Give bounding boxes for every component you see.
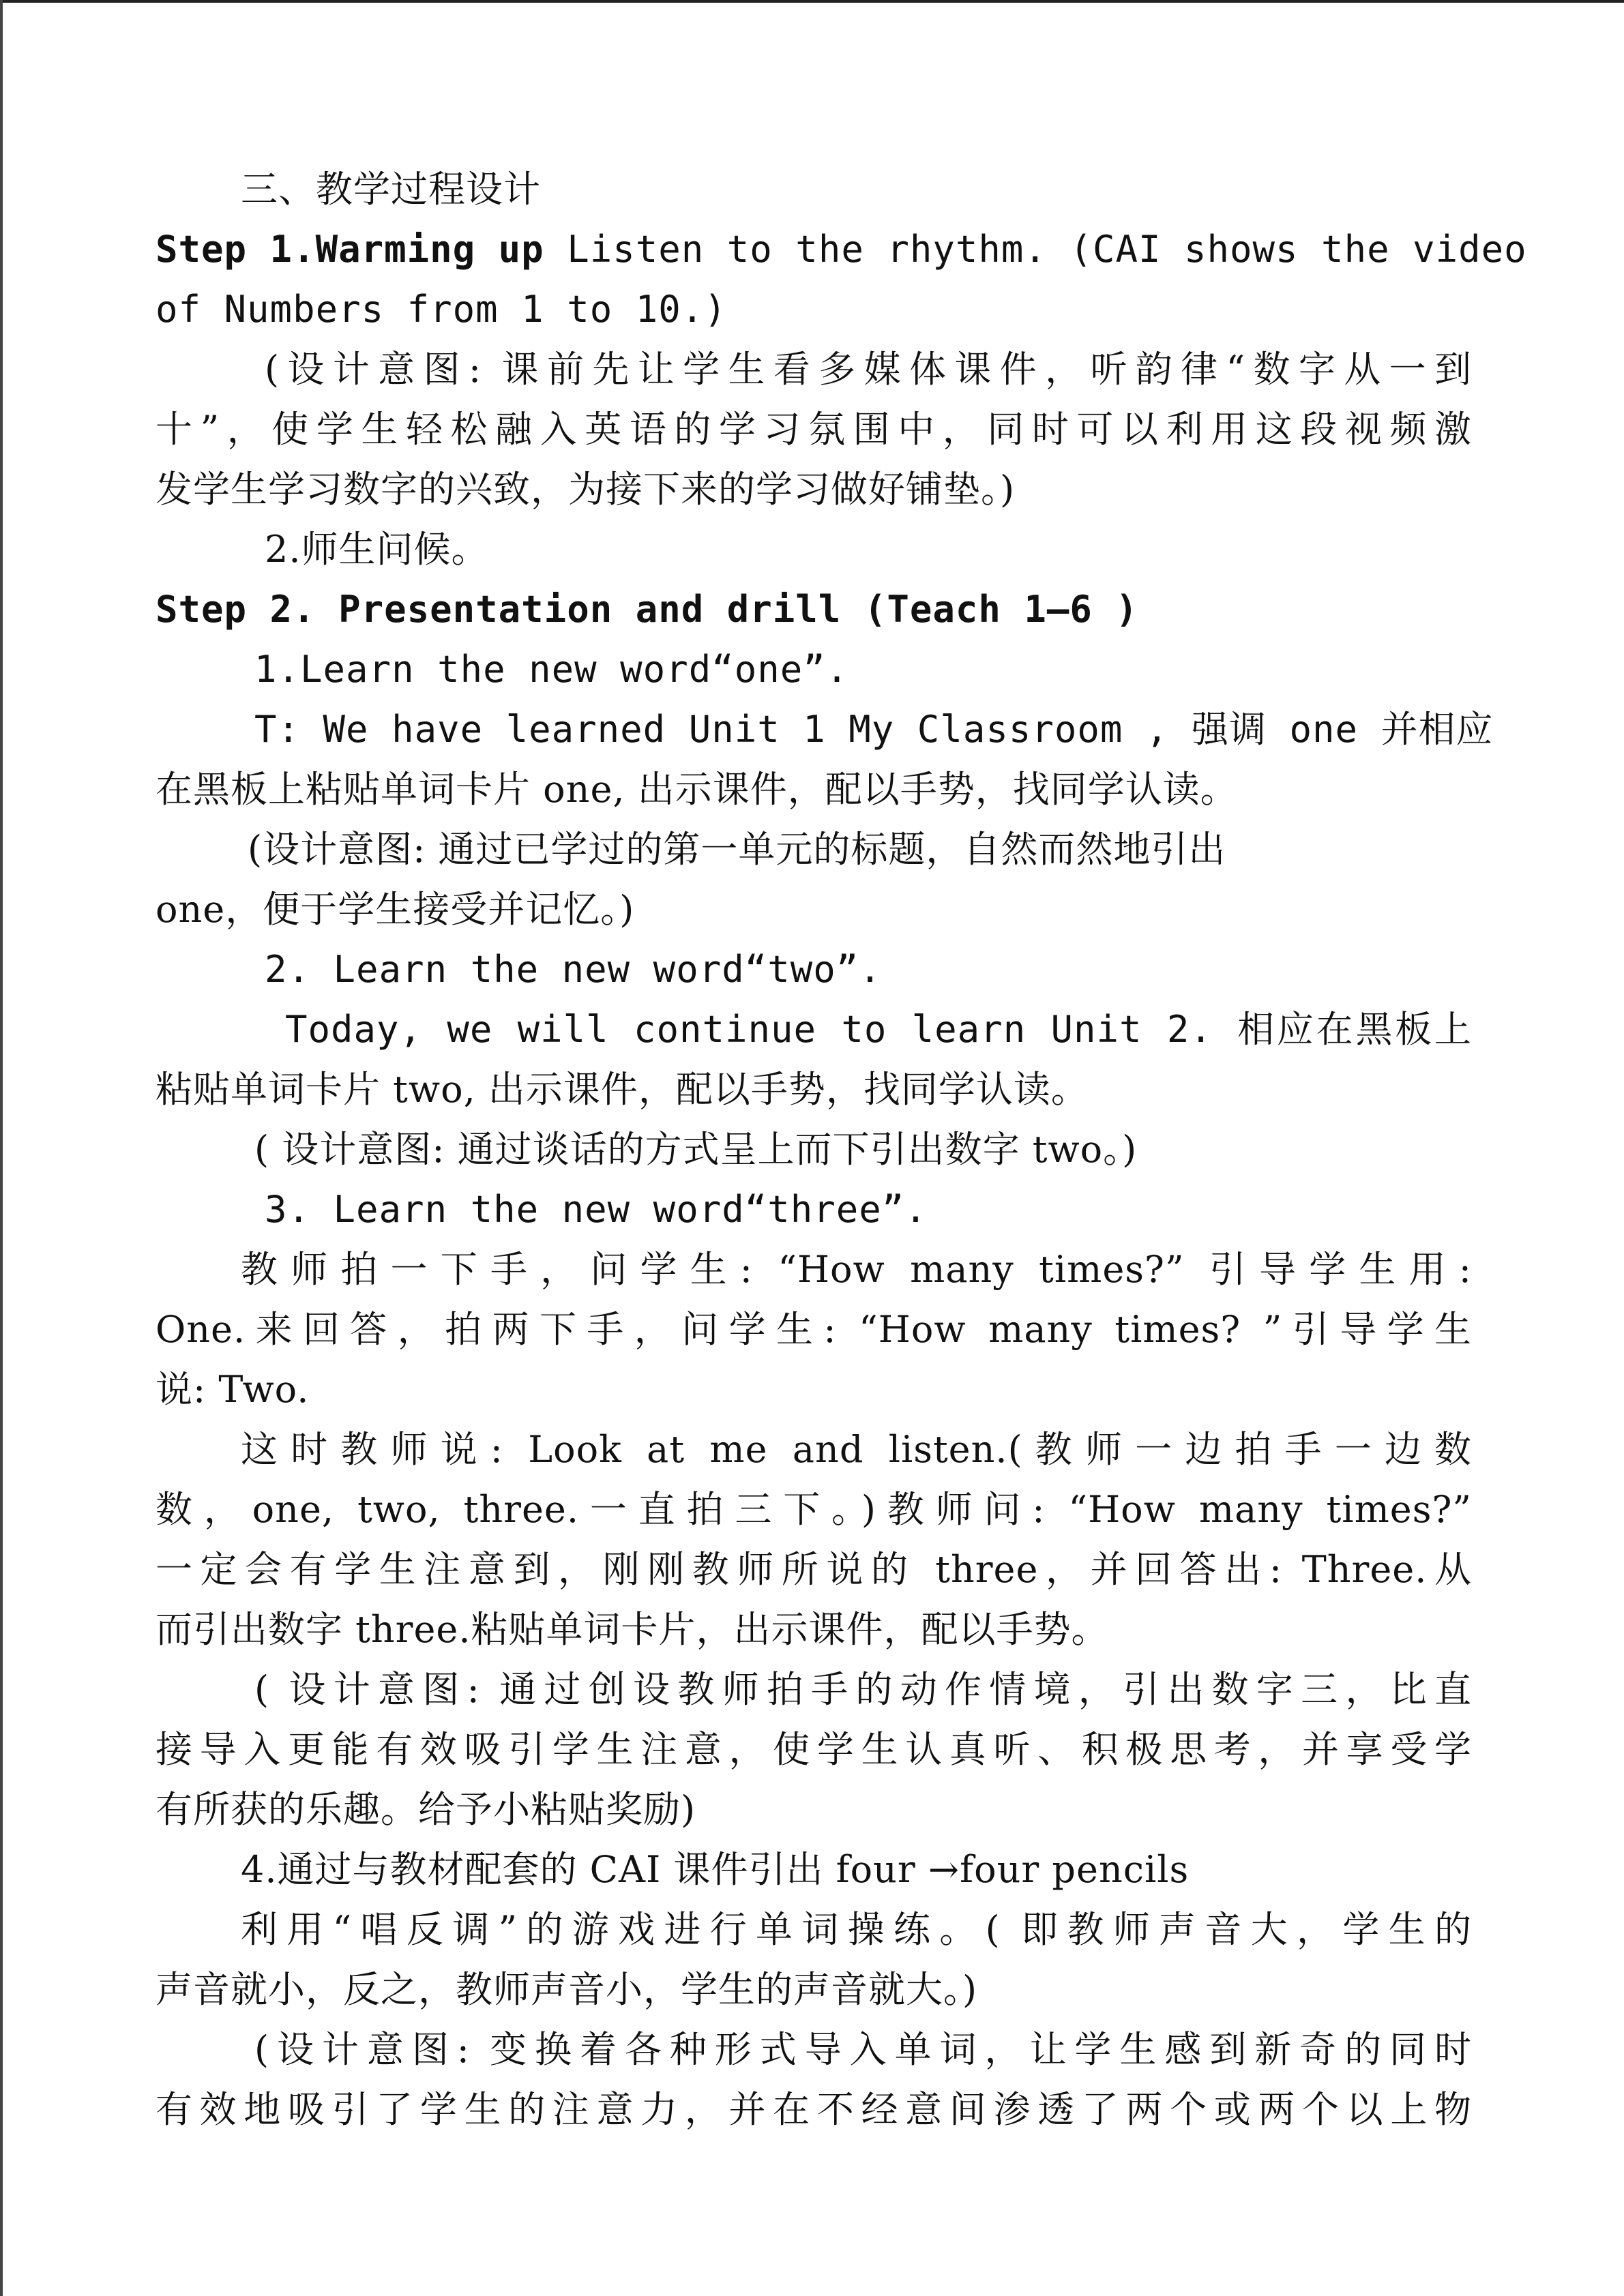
paragraph-line: (设计意图: 变换着各种形式导入单词，让学生感到新奇的同时: [254, 2028, 1472, 2071]
step2-heading: Step 2. Presentation and drill (Teach 1—6 ): [156, 588, 1138, 631]
paragraph-line: 接导入更能有效吸引学生注意，使学生认真听、积极思考，并享受学: [156, 1728, 1472, 1771]
paragraph-line: 2. Learn the new word“two”.: [265, 948, 882, 991]
page-border-left: [0, 0, 3, 2296]
paragraph-line: 有所获的乐趣。给予小粘贴奖励): [156, 1788, 696, 1831]
step1-heading: Step 1.Warming up: [156, 228, 544, 271]
paragraph-line: 数，one, two, three.一直拍三下。)教师问: “How many times?”: [156, 1488, 1472, 1531]
step1-line: [156, 220, 1527, 280]
paragraph-line: 4.通过与教材配套的 CAI 课件引出 four →four pencils: [241, 1848, 1190, 1891]
paragraph-line: Today, we will continue to learn Unit 2. 相应在黑板上: [285, 1008, 1472, 1051]
paragraph-line: 声音就小，反之，教师声音小，学生的声音就大。): [156, 1968, 978, 2011]
paragraph-line: ( 设计意图: 通过谈话的方式呈上而下引出数字 two。): [254, 1128, 1138, 1171]
step1-text: Listen to the rhythm. (CAI shows the video: [544, 228, 1527, 271]
paragraph-line: ( 设计意图: 通过创设教师拍手的动作情境，引出数字三，比直: [254, 1668, 1472, 1711]
paragraph-line: (设计意图: 课前先让学生看多媒体课件，听韵律“数字从一到: [265, 348, 1472, 391]
paragraph-line: 在黑板上粘贴单词卡片 one, 出示课件，配以手势，找同学认读。: [156, 768, 1238, 811]
document-body: [156, 160, 1527, 2140]
paragraph-line: one，便于学生接受并记忆。): [156, 888, 635, 931]
paragraph-line: One.来回答，拍两下手，问学生: “How many times? ”引导学生: [156, 1308, 1472, 1351]
paragraph-line: 十”，使学生轻松融入英语的学习氛围中，同时可以利用这段视频激: [156, 408, 1472, 451]
paragraph-line: 1.Learn the new word“one”.: [254, 648, 849, 691]
paragraph-line: (设计意图: 通过已学过的第一单元的标题，自然而然地引出: [248, 828, 1226, 871]
paragraph-line: 一定会有学生注意到，刚刚教师所说的 three，并回答出: Three.从: [156, 1548, 1472, 1591]
paragraph-line: 粘贴单词卡片 two, 出示课件，配以手势，找同学认读。: [156, 1068, 1089, 1111]
paragraph-line: of Numbers from 1 to 10.): [156, 288, 727, 331]
page-border-top: [0, 0, 1624, 3]
section-heading: 三、教学过程设计: [241, 168, 541, 211]
paragraph-line: 3. Learn the new word“three”.: [265, 1188, 928, 1231]
paragraph-line: 利用“唱反调”的游戏进行单词操练。( 即教师声音大，学生的: [241, 1908, 1472, 1951]
paragraph-line: T: We have learned Unit 1 My Classroom , 强调 one 并相应: [254, 708, 1494, 751]
paragraph-line: 2.师生问候。: [265, 528, 489, 571]
paragraph-line: 而引出数字 three.粘贴单词卡片，出示课件，配以手势。: [156, 1608, 1109, 1651]
paragraph-line: 这时教师说: Look at me and listen.(教师一边拍手一边数: [241, 1428, 1472, 1471]
paragraph-line: 教师拍一下手，问学生: “How many times?” 引导学生用:: [241, 1248, 1472, 1291]
paragraph-line: 有效地吸引了学生的注意力，并在不经意间渗透了两个或两个以上物: [156, 2088, 1472, 2131]
paragraph-line: 说: Two.: [156, 1368, 310, 1411]
paragraph-line: 发学生学习数字的兴致，为接下来的学习做好铺垫。): [156, 468, 1016, 511]
